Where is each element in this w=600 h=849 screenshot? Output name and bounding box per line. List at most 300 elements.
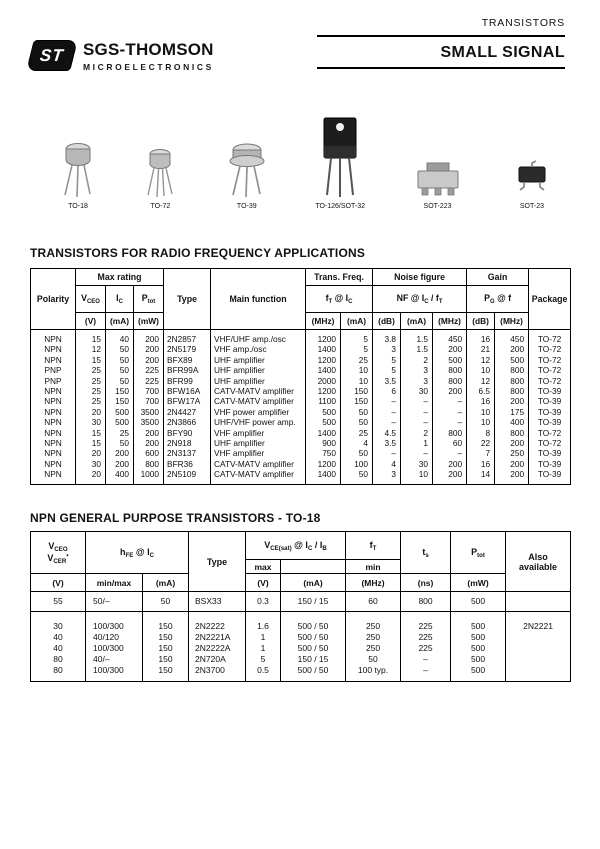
table-cell: 800 — [495, 428, 529, 438]
table-cell: 2N3700 — [189, 665, 246, 682]
table-cell: 10 — [467, 365, 495, 375]
table-cell: 200 — [134, 438, 164, 448]
table-cell: 40 — [31, 643, 86, 654]
table-row — [31, 612, 571, 633]
table-cell: 225 — [401, 632, 451, 643]
table-cell: 0.3 — [246, 592, 281, 612]
table-cell: NPN — [31, 438, 76, 448]
table-cell: 200 — [134, 344, 164, 354]
table-cell: 50 — [143, 592, 189, 612]
table-cell: 1200 — [306, 386, 341, 396]
table-cell: 500 / 50 — [281, 643, 346, 654]
table-cell: 3.8 — [373, 330, 401, 345]
package-label: SOT-23 — [519, 203, 545, 210]
col-main-function: Main function — [211, 269, 306, 330]
table-cell: 12 — [467, 376, 495, 386]
table-cell: NPN — [31, 407, 76, 417]
unit-cell: (MHz) — [346, 574, 401, 592]
table-cell: BFW16A — [164, 386, 211, 396]
table-cell: 225 — [134, 365, 164, 375]
table-cell: 50/– — [86, 592, 143, 612]
table-cell: 80 — [31, 654, 86, 665]
table-cell: 5 — [373, 355, 401, 365]
table-cell — [506, 592, 571, 612]
col-polarity: Polarity — [31, 269, 76, 330]
table-cell: 225 — [401, 612, 451, 633]
table-cell: 500 — [451, 654, 506, 665]
table-cell: 100 typ. — [346, 665, 401, 682]
also-label-line2: available — [519, 561, 558, 572]
rf-section-title: TRANSISTORS FOR RADIO FREQUENCY APPLICATIONS — [30, 246, 366, 260]
table-cell: 1200 — [306, 330, 341, 345]
table-cell: – — [401, 407, 433, 417]
col-vceo-vcer — [31, 532, 86, 574]
table-cell: 700 — [134, 396, 164, 406]
package-label: TO-126/SOT-32 — [315, 203, 365, 210]
table-cell: 60 — [433, 438, 467, 448]
table-cell: NPN — [31, 355, 76, 365]
table-cell: 3 — [373, 469, 401, 484]
table-cell: 5 — [341, 344, 373, 354]
gp-section-title: NPN GENERAL PURPOSE TRANSISTORS - TO-18 — [30, 511, 321, 525]
table-cell: 200 — [495, 396, 529, 406]
table-cell: 20 — [76, 448, 106, 458]
table-cell: 50 — [341, 469, 373, 484]
table-cell: 225 — [134, 376, 164, 386]
col-nf-at-ic-ft: NF @ $I_C / f_T$ — [373, 286, 467, 313]
sot23-smd-package-icon — [510, 158, 554, 198]
header-rule-top — [317, 35, 565, 37]
unit-cell: (mA) — [106, 313, 134, 330]
table-cell: TO-39 — [529, 386, 571, 396]
table-cell: BFW17A — [164, 396, 211, 406]
table-cell: CATV-MATV amplifier — [211, 386, 306, 396]
unit-cell: (MHz) — [495, 313, 529, 330]
table-cell: – — [401, 417, 433, 427]
col-type: Type — [189, 532, 246, 592]
table-cell: 55 — [31, 592, 86, 612]
table-cell: 50 — [106, 438, 134, 448]
table-cell: 1200 — [306, 355, 341, 365]
table-cell: 2N2222A — [189, 643, 246, 654]
table-cell: TO-39 — [529, 469, 571, 484]
table-row — [31, 407, 571, 417]
table-cell: TO-72 — [529, 438, 571, 448]
table-cell: UHF amplifier — [211, 355, 306, 365]
table-cell: 800 — [495, 386, 529, 396]
col-group-noise-figure: Noise figure — [373, 269, 467, 286]
table-cell: 2 — [401, 355, 433, 365]
table-cell: 50 — [106, 355, 134, 365]
table-cell: 150 — [143, 665, 189, 682]
table-cell: 2N2221 — [506, 612, 571, 633]
table-cell: 4 — [341, 438, 373, 448]
min-subheader: min — [346, 560, 401, 574]
table-cell: TO-72 — [529, 365, 571, 375]
table-cell: 6 — [373, 386, 401, 396]
table-cell: VHF amp./osc — [211, 344, 306, 354]
brand-tagline: MICROELECTRONICS — [83, 62, 214, 72]
table-cell: 1400 — [306, 428, 341, 438]
table-cell: 225 — [401, 643, 451, 654]
table-cell: 900 — [306, 438, 341, 448]
table-cell: 800 — [401, 592, 451, 612]
table-row — [31, 643, 571, 654]
header-rule-bottom — [317, 67, 565, 69]
table-cell: PNP — [31, 376, 76, 386]
table-cell: 14 — [467, 469, 495, 484]
table-cell: 2N5179 — [164, 344, 211, 354]
package-label: TO-18 — [68, 203, 88, 210]
unit-cell: (mW) — [134, 313, 164, 330]
table-cell — [506, 665, 571, 682]
table-cell — [506, 654, 571, 665]
table-row — [31, 330, 571, 345]
table-cell: 150 — [143, 612, 189, 633]
table-cell: 3.5 — [373, 376, 401, 386]
table-cell: 50 — [341, 417, 373, 427]
table-cell: 3500 — [134, 417, 164, 427]
table-cell: 700 — [134, 386, 164, 396]
table-cell: CATV-MATV amplifier — [211, 459, 306, 469]
table-cell: TO-39 — [529, 407, 571, 417]
table-cell: 1200 — [306, 459, 341, 469]
table-cell: 200 — [106, 448, 134, 458]
table-cell: 600 — [134, 448, 164, 458]
also-label-line1: Also — [528, 551, 548, 562]
table-cell: 25 — [76, 386, 106, 396]
table-cell: 500 — [106, 417, 134, 427]
table-row — [31, 386, 571, 396]
package-figure-sot23 — [510, 158, 554, 210]
table-cell: 450 — [495, 330, 529, 345]
table-cell: 150 — [106, 396, 134, 406]
table-cell: 5 — [246, 654, 281, 665]
table-cell: 1.5 — [401, 344, 433, 354]
table-cell: 200 — [433, 386, 467, 396]
table-cell: 800 — [433, 376, 467, 386]
table-cell: TO-39 — [529, 448, 571, 458]
table-cell: 5 — [341, 330, 373, 345]
table-cell: 1400 — [306, 469, 341, 484]
table-cell: 12 — [76, 344, 106, 354]
table-cell: 20 — [76, 407, 106, 417]
table-cell: 2N4427 — [164, 407, 211, 417]
table-cell: 30 — [76, 459, 106, 469]
table-cell: 150 — [143, 654, 189, 665]
table-cell: 250 — [346, 632, 401, 643]
table-cell: BFR36 — [164, 459, 211, 469]
table-cell: 10 — [401, 469, 433, 484]
table-cell: VHF amplifier — [211, 428, 306, 438]
table-cell: 50 — [346, 654, 401, 665]
gp-table-body-group — [31, 612, 571, 682]
table-cell: 200 — [495, 344, 529, 354]
table-cell: 15 — [76, 355, 106, 365]
table-cell: 10 — [341, 376, 373, 386]
to72-metal-can-icon — [142, 146, 178, 198]
table-row — [31, 469, 571, 484]
table-cell: 10 — [341, 365, 373, 375]
table-cell: 2N5109 — [164, 469, 211, 484]
col-ft: $f_T$ — [346, 532, 401, 560]
table-cell: 50 — [106, 365, 134, 375]
table-cell: NPN — [31, 386, 76, 396]
table-row — [31, 448, 571, 458]
table-cell: TO-72 — [529, 330, 571, 345]
table-cell: 800 — [495, 365, 529, 375]
table-cell: 2N2857 — [164, 330, 211, 345]
table-cell: 3 — [373, 344, 401, 354]
table-cell: 50 — [341, 407, 373, 417]
table-cell: 22 — [467, 438, 495, 448]
table-cell: TO-39 — [529, 396, 571, 406]
table-cell: – — [401, 396, 433, 406]
table-cell: 40 — [31, 632, 86, 643]
table-cell: 800 — [495, 376, 529, 386]
table-cell: TO-72 — [529, 344, 571, 354]
unit-cell: (ns) — [401, 574, 451, 592]
table-cell: 200 — [433, 459, 467, 469]
brand-text — [83, 40, 214, 72]
st-logo-icon — [26, 40, 78, 71]
table-cell: 200 — [495, 469, 529, 484]
table-cell: 250 — [346, 612, 401, 633]
table-cell: BFR99A — [164, 365, 211, 375]
table-cell: TO-39 — [529, 417, 571, 427]
col-ic: $I_C$ — [106, 286, 134, 313]
table-row — [31, 632, 571, 643]
table-cell: 12 — [467, 355, 495, 365]
table-cell — [506, 643, 571, 654]
table-cell: 450 — [433, 330, 467, 345]
table-cell: 100/300 — [86, 612, 143, 633]
table-cell: 4.5 — [373, 428, 401, 438]
table-cell: 1 — [401, 438, 433, 448]
unit-cell: (MHz) — [433, 313, 467, 330]
gp-table-header — [31, 532, 571, 592]
table-cell: 1 — [246, 643, 281, 654]
table-cell: 40/– — [86, 654, 143, 665]
table-cell: UHF amplifier — [211, 365, 306, 375]
unit-cell: (mW) — [451, 574, 506, 592]
col-package: Package — [529, 269, 571, 330]
table-cell: – — [401, 665, 451, 682]
table-cell: 16 — [467, 330, 495, 345]
table-cell: 1.6 — [246, 612, 281, 633]
gp-transistors-table — [30, 531, 571, 682]
table-cell: 3500 — [134, 407, 164, 417]
table-cell: 200 — [495, 459, 529, 469]
rf-table-header — [31, 269, 571, 330]
table-cell: 6.5 — [467, 386, 495, 396]
table-cell: 8 — [467, 428, 495, 438]
table-cell: 16 — [467, 459, 495, 469]
table-cell: 25 — [341, 428, 373, 438]
table-cell: 2N3137 — [164, 448, 211, 458]
table-cell: 30 — [401, 459, 433, 469]
table-cell: 200 — [134, 355, 164, 365]
table-cell: NPN — [31, 469, 76, 484]
table-cell: 1400 — [306, 365, 341, 375]
table-cell: BFY90 — [164, 428, 211, 438]
unit-cell: (mA) — [341, 313, 373, 330]
table-cell: NPN — [31, 417, 76, 427]
table-cell: 2N720A — [189, 654, 246, 665]
table-cell: 25 — [76, 396, 106, 406]
table-cell: 7 — [467, 448, 495, 458]
table-row — [31, 592, 571, 612]
table-cell: 3.5 — [373, 438, 401, 448]
brand-block — [30, 40, 214, 72]
table-cell: NPN — [31, 448, 76, 458]
table-cell: 30 — [401, 386, 433, 396]
table-cell: 250 — [346, 643, 401, 654]
table-cell: 150 / 15 — [281, 592, 346, 612]
table-cell: NPN — [31, 396, 76, 406]
table-cell: 150 / 15 — [281, 654, 346, 665]
table-cell: 2N3866 — [164, 417, 211, 427]
package-figure-sot223 — [410, 160, 466, 210]
package-label: TO-72 — [150, 203, 171, 210]
table-cell: 5 — [373, 365, 401, 375]
table-cell: NPN — [31, 344, 76, 354]
table-cell: 500 — [451, 592, 506, 612]
table-cell: – — [373, 448, 401, 458]
table-cell: 200 — [134, 428, 164, 438]
table-cell: 40/120 — [86, 632, 143, 643]
package-label: SOT-223 — [423, 203, 452, 210]
col-also-available — [506, 532, 571, 592]
table-cell: 1.5 — [401, 330, 433, 345]
table-cell: 400 — [495, 417, 529, 427]
table-cell: 100/300 — [86, 665, 143, 682]
col-group-gain: Gain — [467, 269, 529, 286]
table-cell: 10 — [467, 407, 495, 417]
table-row — [31, 654, 571, 665]
table-row — [31, 344, 571, 354]
table-cell: 50 — [341, 448, 373, 458]
table-cell: 500 — [306, 407, 341, 417]
to39-metal-can-icon — [223, 140, 271, 198]
table-cell: NPN — [31, 428, 76, 438]
spacer-cell — [281, 560, 346, 574]
table-cell: 30 — [76, 417, 106, 427]
table-cell: 80 — [31, 665, 86, 682]
table-cell: 50 — [106, 344, 134, 354]
col-ts: $t_s$ — [401, 532, 451, 574]
table-cell: UHF amplifier — [211, 438, 306, 448]
table-cell: PNP — [31, 365, 76, 375]
to126-plastic-package-icon — [315, 116, 365, 198]
table-cell: NPN — [31, 330, 76, 345]
table-row — [31, 417, 571, 427]
table-cell: 200 — [106, 459, 134, 469]
table-cell: TO-39 — [529, 459, 571, 469]
col-group-trans-freq: Trans. Freq. — [306, 269, 373, 286]
table-row — [31, 428, 571, 438]
table-cell: 500 — [451, 612, 506, 633]
table-cell: 1 — [246, 632, 281, 643]
table-row — [31, 376, 571, 386]
brand-name: SGS-THOMSON — [83, 40, 214, 59]
table-cell: VHF power amplifier — [211, 407, 306, 417]
table-cell: BSX33 — [189, 592, 246, 612]
table-cell: 40 — [106, 330, 134, 345]
table-cell: 60 — [346, 592, 401, 612]
table-cell: – — [433, 448, 467, 458]
table-cell: – — [433, 396, 467, 406]
col-vcesat-at-ic-ib: $V_{CE(sat)}$ @ $I_C / I_B$ — [246, 532, 346, 560]
table-cell: 150 — [341, 396, 373, 406]
unit-cell: (MHz) — [306, 313, 341, 330]
table-cell: – — [433, 417, 467, 427]
table-cell: 500 — [106, 407, 134, 417]
table-cell: TO-72 — [529, 376, 571, 386]
table-cell: 100/300 — [86, 643, 143, 654]
table-cell: 3 — [401, 365, 433, 375]
table-cell: 2000 — [306, 376, 341, 386]
package-label: TO-39 — [236, 203, 257, 210]
table-cell: 15 — [76, 330, 106, 345]
table-row — [31, 459, 571, 469]
col-vceo: $V_{CEO}$ — [76, 286, 106, 313]
table-cell: 100 — [341, 459, 373, 469]
table-cell: 500 — [433, 355, 467, 365]
table-cell: 500 — [451, 643, 506, 654]
table-cell: BFX89 — [164, 355, 211, 365]
gp-table-body-top — [31, 592, 571, 612]
vceo-label: $V_{CEO}$ — [48, 540, 68, 553]
table-cell: 2N2222 — [189, 612, 246, 633]
table-row — [31, 396, 571, 406]
table-row — [31, 438, 571, 448]
table-row — [31, 665, 571, 682]
table-cell: 2 — [401, 428, 433, 438]
table-cell: 150 — [341, 386, 373, 396]
unit-cell: min/max — [86, 574, 143, 592]
package-figure-to126 — [315, 116, 365, 210]
table-cell: 15 — [76, 428, 106, 438]
table-cell — [506, 632, 571, 643]
table-cell: UHF amplifier — [211, 376, 306, 386]
table-cell: – — [373, 396, 401, 406]
table-cell: 2N918 — [164, 438, 211, 448]
table-cell: 500 — [451, 632, 506, 643]
table-cell: 150 — [143, 643, 189, 654]
vcer-label: $V_{CER}^*$ — [47, 552, 69, 565]
unit-cell: (mA) — [401, 313, 433, 330]
table-cell: 16 — [467, 396, 495, 406]
table-cell: 10 — [467, 417, 495, 427]
table-cell: 2N2221A — [189, 632, 246, 643]
table-cell: 500 — [451, 665, 506, 682]
col-pg-at-f: $P_G$ @ f — [467, 286, 529, 313]
col-ft-at-ic: $f_T$ @ $I_C$ — [306, 286, 373, 313]
table-cell: VHF amplifier — [211, 448, 306, 458]
table-cell: CATV-MATV amplifier — [211, 469, 306, 484]
unit-cell: (dB) — [373, 313, 401, 330]
table-cell: 150 — [143, 632, 189, 643]
st-logo-text: ST — [39, 45, 65, 65]
table-cell: 1000 — [134, 469, 164, 484]
doc-category: TRANSISTORS — [481, 17, 565, 29]
unit-cell: (mA) — [281, 574, 346, 592]
table-cell: 200 — [495, 438, 529, 448]
col-hfe-at-ic: $h_{FE}$ @ $I_C$ — [86, 532, 189, 574]
unit-cell: (V) — [246, 574, 281, 592]
max-subheader: max — [246, 560, 281, 574]
